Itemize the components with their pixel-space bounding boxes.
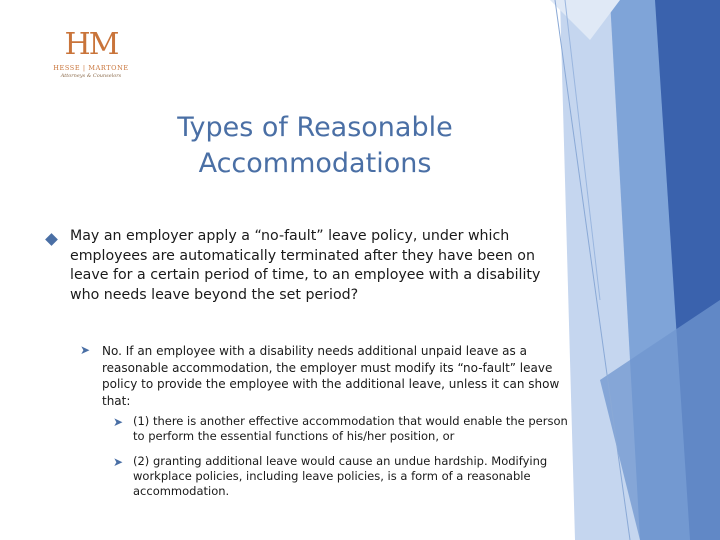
company-logo [50,27,132,79]
sub-point-2: (2) granting additional leave would cause an undue hardship. Modifying workplace policies, including leave policies, is a form of a reasonable accommodation. [133,454,548,498]
logo-tagline: Attorneys & Counselors [60,73,122,79]
answer-text: No. If an employee with a disability needs additional unpaid leave as a reasonable accommodation, the employer must modify its “no-fault” leave policy to provide the employee with the additional leave, unless it can show that: [102,344,560,408]
slide-title: Types of Reasonable Accommodations [177,112,453,179]
logo-name: HESSE | MARTONE [53,64,129,72]
logo-mark: HM [64,27,118,62]
arrow-bullet-icon: ➤ [113,415,124,429]
sub-point-1: (1) there is another effective accommodation that would enable the person to perform the essential functions of his/her position, or [133,414,568,443]
arrow-bullet-icon: ➤ [113,455,124,469]
arrow-bullet-icon: ➤ [80,343,91,357]
question-text: May an employer apply a “no-fault” leave policy, under which employees are automatically terminated after they have been on leave for a certain period of time, to an employee with a disability who needs leave beyond the set period? [70,228,541,303]
